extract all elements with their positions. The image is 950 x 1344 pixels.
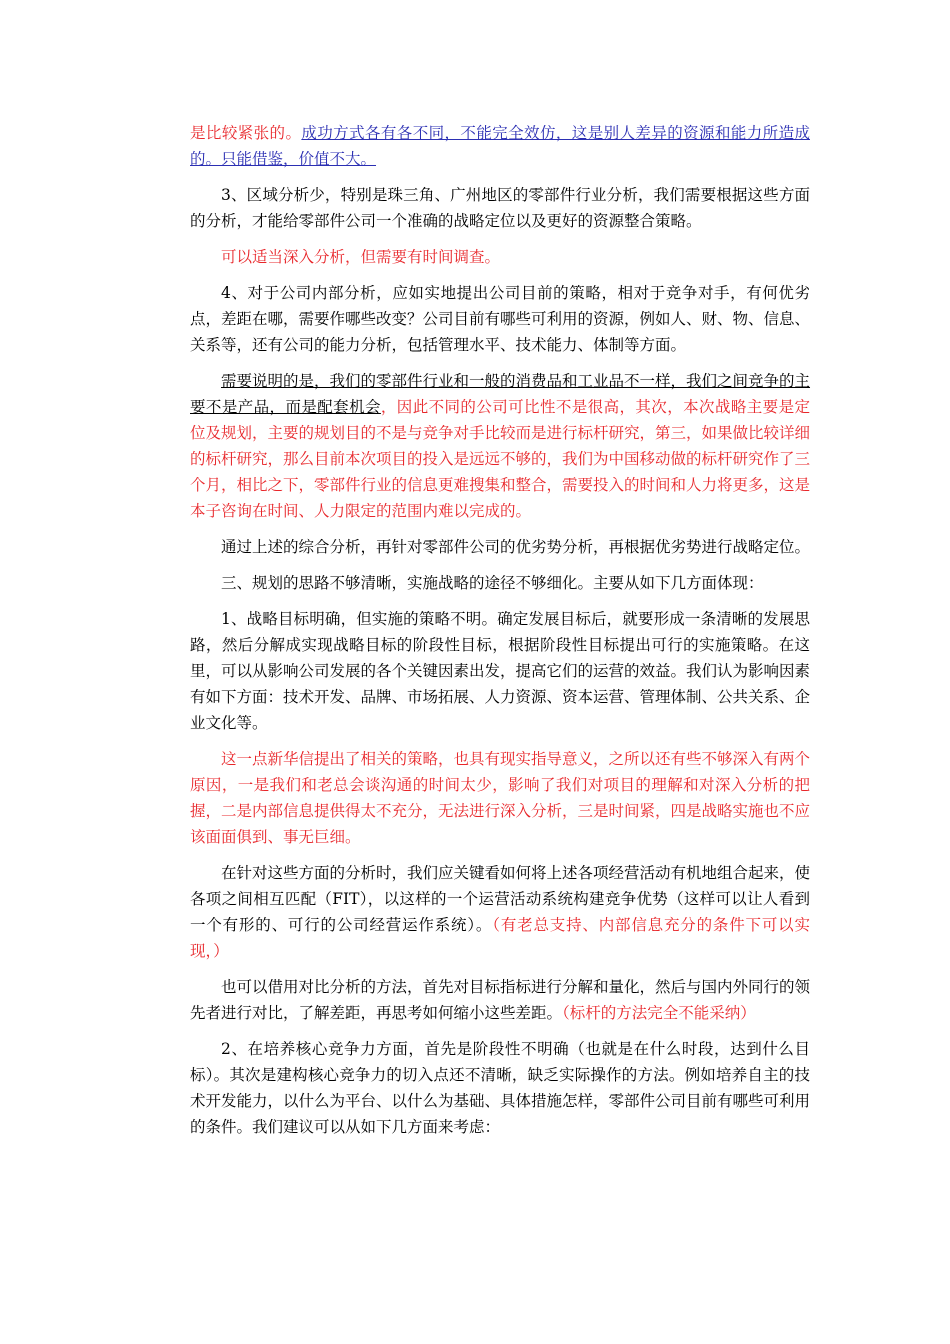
red-comment: （有老总支持、内部信息充分的条件下可以实现，）: [190, 916, 810, 960]
underlined-note: 需要说明的是，我们的零部件行业和一般的消费品和工业品不一样，我们之间竞争的主要不是产品，而是配套机会: [190, 372, 811, 416]
red-comment-paragraph-9: 这一点新华信提出了相关的策略，也具有现实指导意义，之所以还有些不够深入有两个原因，一是我们和老总会谈沟通的时间太少，影响了我们对项目的理解和对深入分析的把握，二是内部信息提供得太不充分，无法进行深入分析，三是时间紧，四是战略实施也不应该面面俱到、事无巨细。: [190, 750, 811, 846]
red-comment: 是比较紧张的。: [190, 124, 302, 142]
paragraph-10: [190, 860, 810, 964]
paragraph-8: 1、战略目标明确，但实施的策略不明。确定发展目标后，就要形成一条清晰的发展思路，然后分解成实现战略目标的阶段性目标，根据阶段性目标提出可行的实施策略。在这里，可以从影响公司发展的各个关键因素出发，提高它们的运营的效益。我们认为影响因素有如下方面：技术开发、品牌、市场拓展、人力资源、资本运营、管理体制、公共关系、企业文化等。: [190, 610, 811, 732]
red-comment: （标杆的方法完全不能采纳）: [562, 1004, 756, 1022]
red-comment: ，因此不同的公司可比性不是很高，其次，本次战略主要是定位及规划，主要的规划目的不是与竞争对手比较而是进行标杆研究，第三，如果做比较详细的标杆研究，那么目前本次项目的投入是远远不够的，我们为中国移动做的标杆研究作了三个月，相比之下，零部件行业的信息更难搜集和整合，需要投入的时间和人力将更多，这是本子咨询在时间、人力限定的范围内难以完成的。: [190, 398, 811, 520]
body-text: 在针对这些方面的分析时，我们应关键看如何将上述各项经营活动有机地组合起来，使各项之间相互匹配（FIT），以这样的一个运营活动系统构建竞争优势（这样可以让人看到一个有形的、可行的公司经营运作系统）。: [190, 864, 811, 934]
paragraph-6: 通过上述的综合分析，再针对零部件公司的优劣势分析，再根据优劣势进行战略定位。: [221, 538, 811, 556]
document-page: [190, 120, 810, 1150]
blue-underlined-comment: 成功方式各有各不同，不能完全效仿，这是别人差异的资源和能力所造成的。只能借鉴，价值不大。: [190, 124, 810, 168]
paragraph-2: 3、区域分析少，特别是珠三角、广州地区的零部件行业分析，我们需要根据这些方面的分析，才能给零部件公司一个准确的战略定位以及更好的资源整合策略。: [190, 186, 810, 230]
paragraph-11: [190, 974, 810, 1026]
paragraph-12: 2、在培养核心竞争力方面，首先是阶段性不明确（也就是在什么时段，达到什么目标）。其次是建构核心竞争力的切入点还不清晰，缺乏实际操作的方法。例如培养自主的技术开发能力，以什么为平台、以什么为基础、具体措施怎样，零部件公司目前有哪些可利用的条件。我们建议可以从如下几方面来考虑：: [190, 1040, 811, 1136]
paragraph-1: [190, 120, 810, 172]
section-heading-3: 三、规划的思路不够清晰，实施战略的途径不够细化。主要从如下几方面体现：: [221, 574, 764, 592]
paragraph-4: 4、对于公司内部分析，应如实地提出公司目前的策略，相对于竞争对手，有何优劣点，差距在哪，需要作哪些改变？公司目前有哪些可利用的资源，例如人、财、物、信息、关系等，还有公司的能力分析，包括管理水平、技术能力、体制等方面。: [190, 284, 811, 354]
paragraph-5: [190, 368, 810, 524]
red-comment-paragraph-3: 可以适当深入分析，但需要有时间调查。: [221, 248, 501, 266]
body-text: 也可以借用对比分析的方法，首先对目标指标进行分解和量化，然后与国内外同行的领先者进行对比，了解差距，再思考如何缩小这些差距。: [190, 978, 811, 1022]
